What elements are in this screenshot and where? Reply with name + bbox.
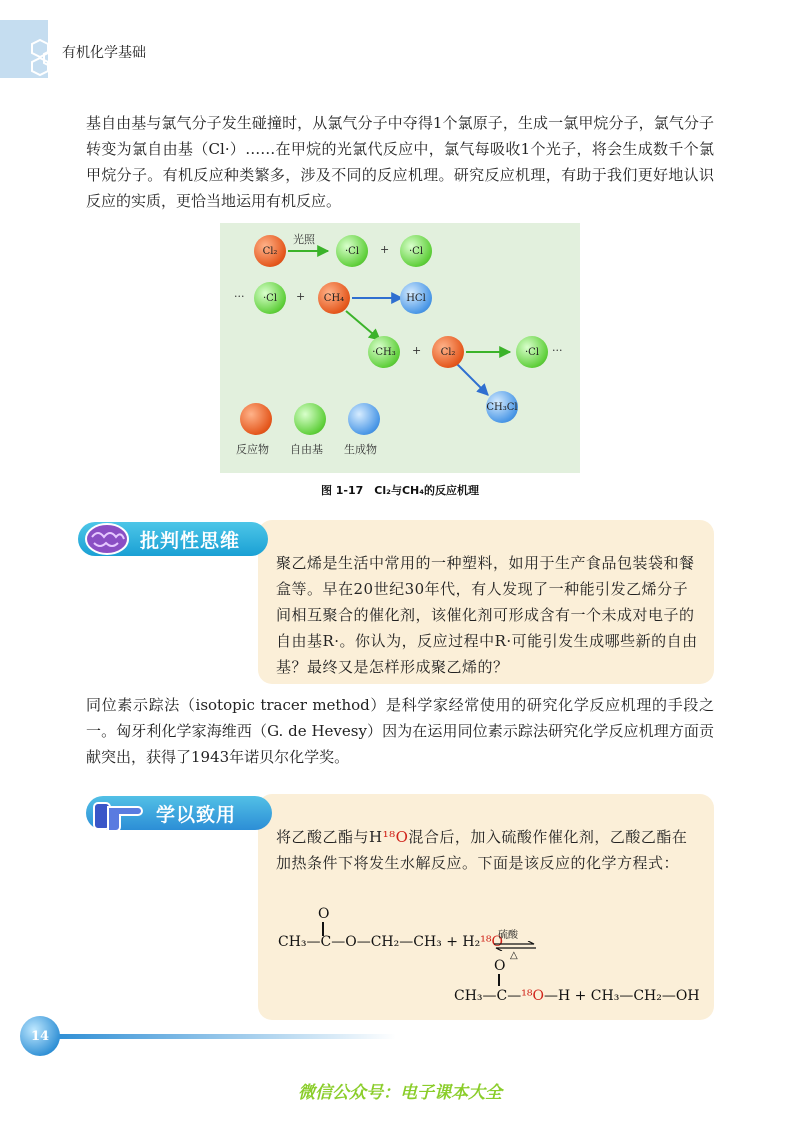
radical-cl: ·Cl <box>400 235 432 267</box>
carbonyl-o: O <box>494 958 506 974</box>
molecule-ch3cl: CH₃Cl <box>486 391 518 423</box>
page-number-rule <box>56 1034 396 1039</box>
carbonyl-o: O <box>318 906 330 922</box>
equation-left-side: CH₃—C—O—CH₂—CH₃ + H₂¹⁸O <box>278 934 503 950</box>
critical-thinking-label: 批判性思维 <box>140 529 241 552</box>
ellipsis: ··· <box>552 344 563 357</box>
body-paragraph-1: 基自由基与氯气分子发生碰撞时，从氯气分子中夺得1个氯原子，生成一氯甲烷分子，氯气分子转变为氯自由基（Cl·）……在甲烷的光氯代反应中，氯气每吸收1个光子，将会生成数千个氯甲烷分子。有机反应种类繁多，涉及不同的反应机理。研究反应机理，有助于我们更好地认识反应的实质，更恰当地运用有机反应。 <box>86 114 714 210</box>
isotope-o18: ¹⁸O <box>382 828 409 846</box>
apply-learning-text: 将乙酸乙酯与H¹⁸O混合后，加入硫酸作催化剂，乙酸乙酯在加热条件下将发生水解反应。下面是该反应的化学方程式： <box>276 828 688 872</box>
molecule-cl2: Cl₂ <box>254 235 286 267</box>
light-label: 光照 <box>293 233 315 246</box>
arrow-ch4-ch3 <box>346 311 380 340</box>
radical-cl: ·Cl <box>336 235 368 267</box>
legend-label-radical: 自由基 <box>290 443 323 456</box>
pointing-hand-icon <box>90 793 144 833</box>
apply-learning-box <box>258 794 714 1020</box>
chapter-title: 有机化学基础 <box>62 45 146 61</box>
legend-radical-ball <box>294 403 326 435</box>
arrow-cl2-ch3cl <box>456 363 488 395</box>
heat-condition: △ <box>510 950 518 961</box>
apply-learning-label: 学以致用 <box>156 803 237 826</box>
critical-thinking-box <box>258 520 714 684</box>
body-paragraph-2: 同位素示踪法（isotopic tracer method）是科学家经常使用的研究化学反应机理的手段之一。匈牙利化学家海维西（G. de Hevesy）因为在运用同位素示踪法研究化学反应机理方面贡献突出，获得了1943年诺贝尔化学奖。 <box>86 696 714 766</box>
radical-cl: ·Cl <box>254 282 286 314</box>
brain-icon <box>84 521 130 557</box>
legend-label-product: 生成物 <box>344 443 377 456</box>
legend-product-ball <box>348 403 380 435</box>
figure-caption: 图 1-17 Cl₂与CH₄的反应机理 <box>320 484 480 497</box>
radical-cl: ·Cl <box>516 336 548 368</box>
plus-sign: + <box>296 290 306 303</box>
molecule-ch4: CH₄ <box>318 282 350 314</box>
double-bond-line <box>498 974 500 986</box>
watermark: 微信公众号：电子课本大全 <box>298 1083 502 1103</box>
radical-ch3: ·CH₃ <box>368 336 400 368</box>
apply-learning-tag <box>86 796 272 830</box>
molecule-hcl: HCl <box>400 282 432 314</box>
reaction-mechanism-figure <box>220 223 580 473</box>
legend-reactant-ball <box>240 403 272 435</box>
plus-sign: + <box>380 243 390 256</box>
ellipsis: ··· <box>234 290 245 303</box>
page-number: 14 <box>20 1016 60 1056</box>
critical-thinking-text: 聚乙烯是生活中常用的一种塑料，如用于生产食品包装袋和餐盒等。早在20世纪30年代，有人发现了一种能引发乙烯分子间相互聚合的催化剂，该催化剂可形成含有一个未成对电子的自由基R·。你认为，反应过程中R·可能引发生成哪些新的自由基？最终又是怎样形成聚乙烯的？ <box>276 554 698 676</box>
molecule-cl2: Cl₂ <box>432 336 464 368</box>
equation-right-side: CH₃—C—¹⁸O—H + CH₃—CH₂—OH <box>454 988 700 1004</box>
plus-sign: + <box>412 344 422 357</box>
critical-thinking-tag <box>78 522 268 556</box>
legend-label-reactant: 反应物 <box>236 443 269 456</box>
catalyst-label: 硫酸 <box>498 930 518 941</box>
